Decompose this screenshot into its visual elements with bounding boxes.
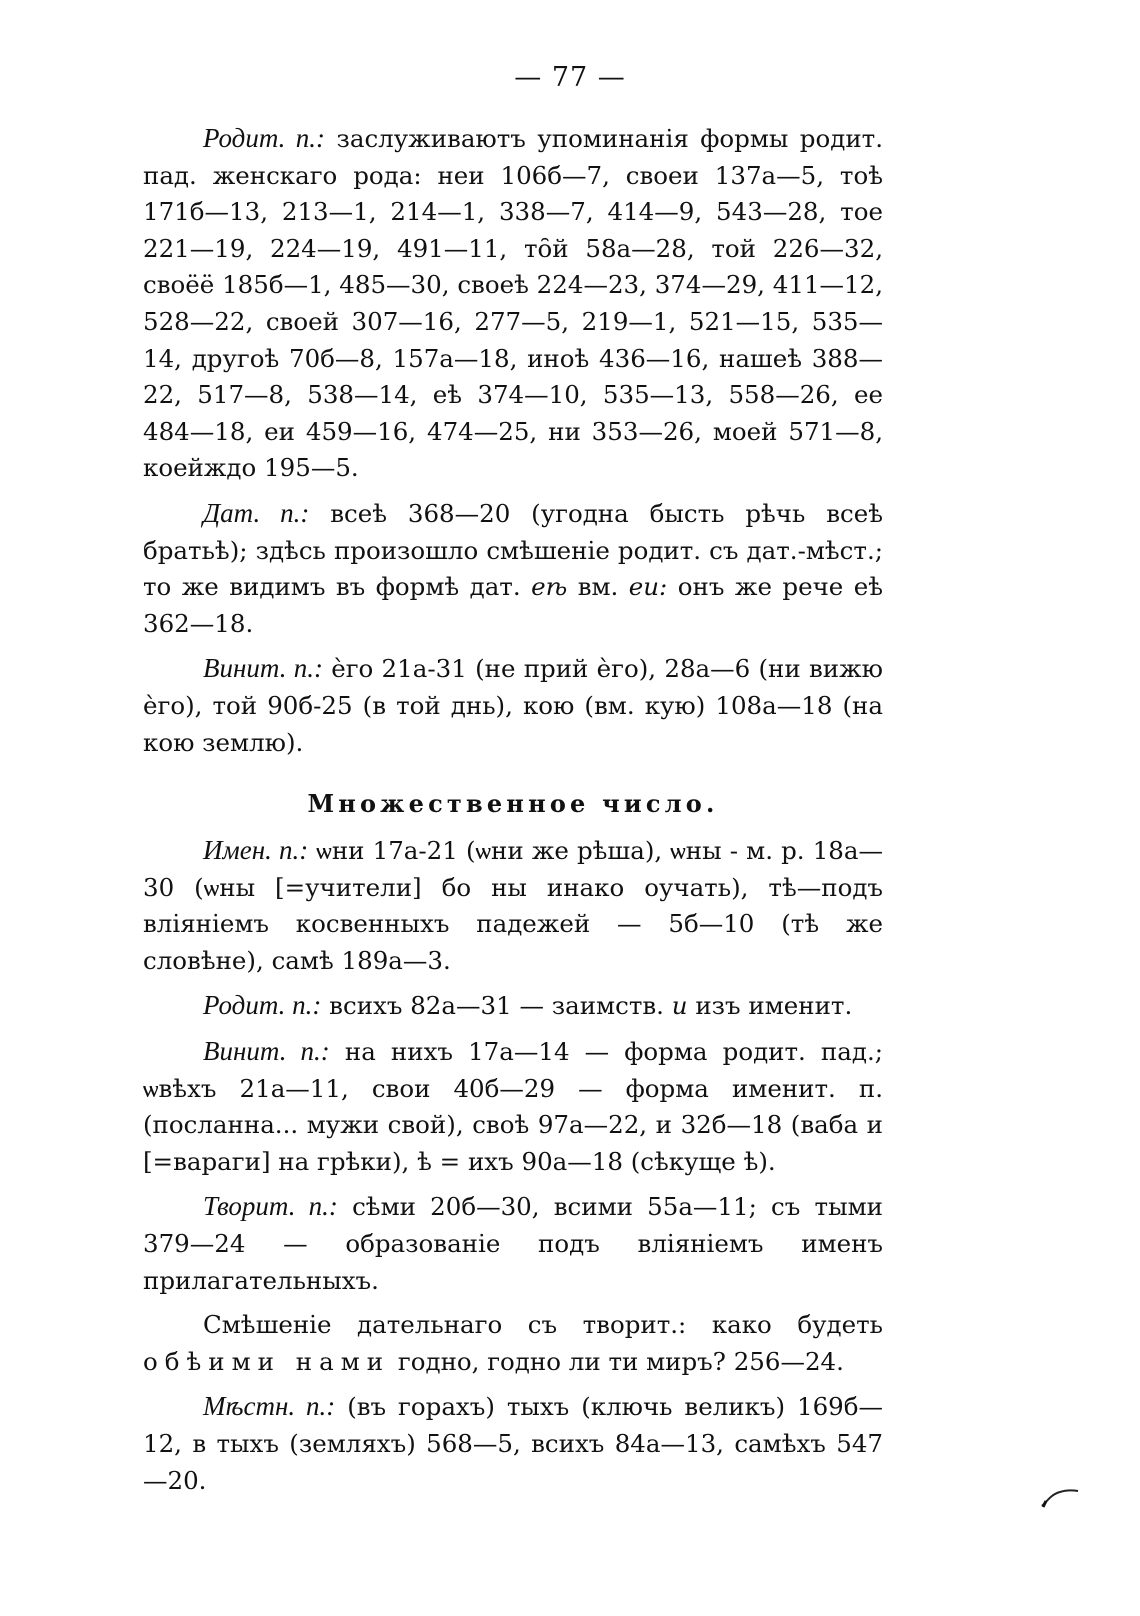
paragraph-nominative-plural	[143, 832, 883, 979]
paragraph-text: изъ именит.	[687, 991, 853, 1021]
paragraph-text: ѡни 17а-21 (ѡни же рѣша), ѡны - м. р. 18а—30 (ѡны [=учители] бо ны инако оучать), тѣ—подъ вліяніемъ косвенныхъ падежей — 5б—10 (тѣ же словѣне), самѣ 189а—3.	[143, 836, 883, 975]
case-term: Родит. п.:	[203, 990, 322, 1021]
pen-stroke-icon	[1040, 1486, 1080, 1510]
paragraph-text: Смѣшеніе дательнаго съ творит.: како будеть	[203, 1310, 883, 1340]
paragraph-text: ѐго 21а-31 (не прий ѐго), 28а—6 (ни вижю ѐго), той 90б-25 (в той днь), кою (вм. кую) 108а—18 (на кою землю).	[143, 654, 883, 757]
italic-form: еѣ	[531, 572, 568, 602]
paragraph-dative-instrumental-mix	[143, 1307, 883, 1380]
case-term: Имен. п.:	[203, 835, 309, 866]
paragraph-text: заслуживаютъ упоминанія формы родит. пад. женскаго рода: неи 106б—7, своеи 137а—5, тоѣ 171б—13, 213—1, 214—1, 338—7, 414—9, 543—28, тое 221—19, 224—19, 491—11, то̑й 58а—28, той 226—32, своёё 185б—1, 485—30, своеѣ 224—23, 374—29, 411—12, 528—22, своей 307—16, 277—5, 219—1, 521—15, 535—14, другоѣ 70б—8, 157а—18, иноѣ 436—16, нашеѣ 388—22, 517—8, 538—14, еѣ 374—10, 535—13, 558—26, ее 484—18, еи 459—16, 474—25, ни 353—26, моей 571—8, коейждо 195—5.	[143, 124, 884, 483]
case-term: Родит. п.:	[203, 123, 326, 153]
case-term: Творит. п.:	[203, 1191, 338, 1222]
main-text	[143, 120, 883, 1507]
paragraph-text: годно, годно ли ти миръ? 256—24.	[390, 1346, 844, 1376]
italic-form: и	[671, 991, 688, 1021]
case-term: Дат. п.:	[203, 497, 310, 528]
case-term: Мѣстн. п.:	[203, 1391, 336, 1422]
paragraph-text: сѣми 20б—30, всими 55а—11; съ тыми 379—24 — образованіе подъ вліяніемъ именъ прилагательныхъ.	[143, 1192, 883, 1295]
page-number: — 77 —	[514, 62, 626, 93]
paragraph-dative-singular	[143, 495, 883, 642]
paragraph-locative-plural	[143, 1388, 883, 1499]
paragraph-genitive-plural	[143, 987, 883, 1025]
paragraph-accusative-singular	[143, 650, 883, 761]
paragraph-text: на нихъ 17а—14 — форма родит. пад.; ѡвѣхъ 21а—11, свои 40б—29 — форма именит. п. (посланна... мужи свой), своѣ 97а—22, и 32б—18 (ваба и [=вараги] на грѣки), ѣ = ихъ 90а—18 (сѣкуще ѣ).	[143, 1037, 883, 1176]
section-heading-plural: Множественное число.	[307, 789, 719, 819]
paragraph-genitive-singular	[143, 120, 883, 487]
paragraph-text: всеѣ 368—20 (угодна бысть рѣчь всеѣ братьѣ); здѣсь произошло смѣшеніе родит. съ дат.-мѣст.; то же видимъ въ формѣ дат.	[143, 498, 883, 602]
paragraph-text: вм.	[567, 572, 629, 602]
paragraph-instrumental-plural	[143, 1188, 883, 1299]
case-term: Винит. п.:	[203, 653, 323, 684]
italic-form: еи:	[628, 572, 668, 602]
paragraph-text: всихъ 82а—31 — заимств.	[321, 991, 672, 1021]
case-term: Винит. п.:	[203, 1036, 330, 1067]
paragraph-text: (въ горахъ) тыхъ (ключь великъ) 169б—12, в тыхъ (земляхъ) 568—5, всихъ 84а—13, самѣхъ 547—20.	[143, 1392, 884, 1495]
spaced-phrase: обѣими нами	[143, 1346, 391, 1376]
paragraph-text: онъ же рече еѣ 362—18.	[143, 572, 883, 638]
paragraph-accusative-plural	[143, 1033, 883, 1180]
